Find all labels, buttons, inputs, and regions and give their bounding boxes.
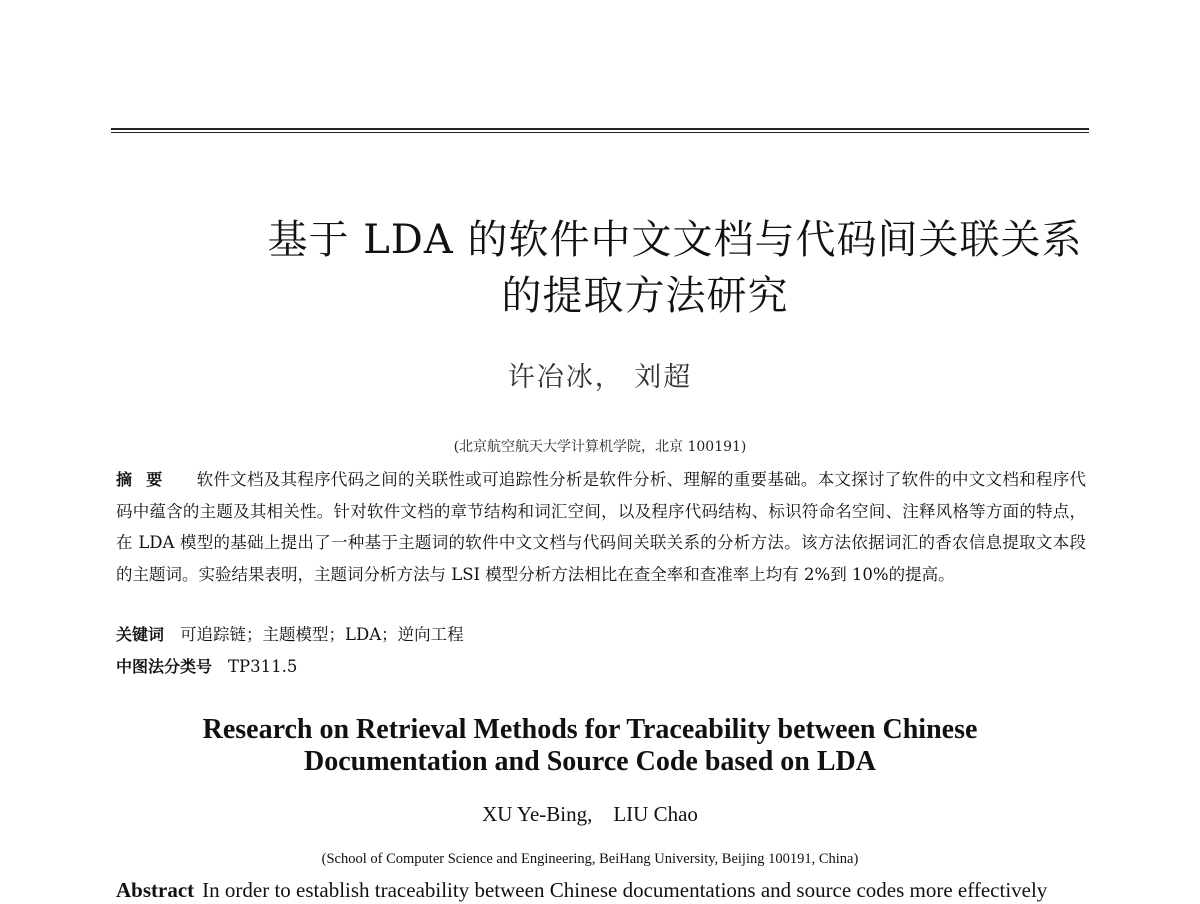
keywords-cn-label: 关键词 [116,625,165,644]
abstract-en-text: In order to establish traceability between Chinese documentations and source codes more effectively [202,878,1048,902]
abstract-cn [116,464,1086,590]
abstract-en-label: Abstract [116,878,195,902]
authors-cn: 许冶冰， 刘超 [507,362,693,393]
keywords-cn [116,623,464,647]
abstract-cn-text: 软件文档及其程序代码之间的关联性或可追踪性分析是软件分析、理解的重要基础。本文探讨了软件的中文文档和程序代码中蕴含的主题及其相关性。针对软件文档的章节结构和词汇空间，以及程序代码结构、标识符命名空间、注释风格等方面的特点，在 LDA 模型的基础上提出了一种基于主题词的软件中文文档与代码间关联关系的分析方法。该方法依据词汇的香农信息提取文本段的主题词。实验结果表明，主题词分析方法与 LSI 模型分析方法相比在查全率和查准率上均有 2%到 10%的提高。 [116,470,1086,584]
abstract-en [116,876,1096,904]
paper-title-en-line-1: Research on Retrieval Methods for Traceability between Chinese [202,714,978,745]
paper-title-en [0,714,1180,778]
clc-text: TP311.5 [228,657,298,676]
affiliation-cn: (北京航空航天大学计算机学院，北京 100191) [453,439,747,455]
paper-title-cn-line-1: 基于 LDA 的软件中文文档与代码间关联关系 [267,217,1083,263]
clc-label: 中图法分类号 [116,657,213,676]
header-rule-thick [111,128,1089,130]
affiliation-en: (School of Computer Science and Engineering, BeiHang University, Beijing 100191, China) [321,851,859,867]
header-rule-thin [111,132,1089,133]
authors-en: XU Ye-Bing, LIU Chao [482,802,698,826]
paper-title-en-line-2: Documentation and Source Code based on LDA [304,746,876,777]
paper-title-cn-line-2: 的提取方法研究 [501,273,789,319]
keywords-cn-text: 可追踪链；主题模型；LDA；逆向工程 [180,625,464,644]
abstract-cn-label: 摘要 [116,470,177,489]
clc-number [116,655,297,679]
paper-title-cn [150,212,1140,324]
